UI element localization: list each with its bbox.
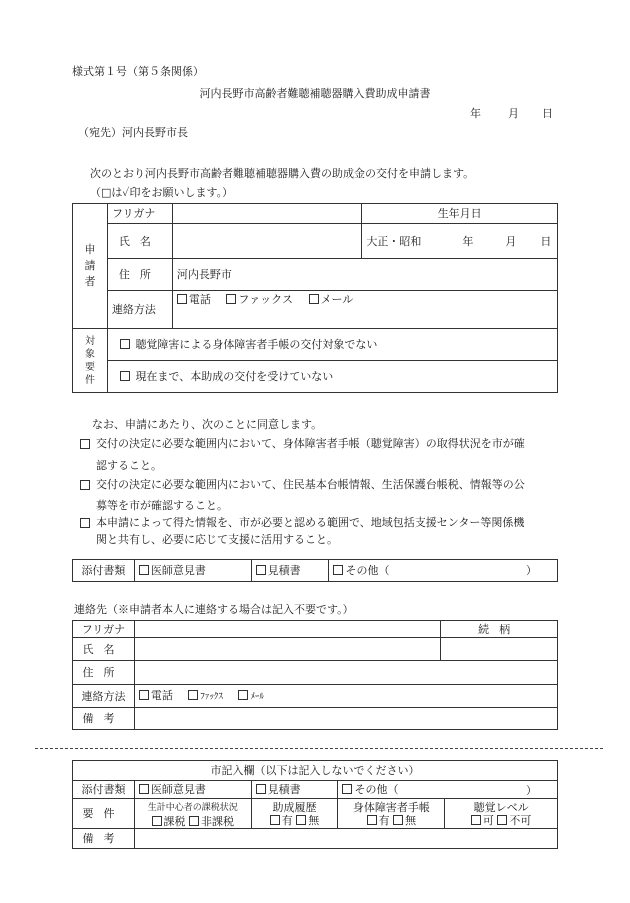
- consent-lead: なお、申請にあたり、次のことに同意します。: [92, 418, 323, 431]
- birth-year-label: 年: [462, 235, 474, 248]
- attachments-table: [72, 559, 558, 582]
- tax-option-taxed[interactable]: 課税: [152, 815, 186, 828]
- contact-address-field[interactable]: [134, 661, 557, 685]
- checkbox-icon: [393, 815, 403, 825]
- birthdate-field[interactable]: [362, 224, 558, 259]
- contact-option-phone[interactable]: 電話: [139, 689, 173, 702]
- close-paren: ）: [526, 784, 537, 797]
- checkbox-icon: [270, 815, 280, 825]
- intro-text: 次のとおり河内長野市高齢者難聴補聴器購入費の助成金の交付を申請します。: [90, 167, 475, 180]
- checkbox-icon: [120, 339, 130, 349]
- office-handbook: [338, 799, 445, 829]
- office-attachment-estimate[interactable]: 見積書: [251, 781, 338, 799]
- date-month-label: 月: [508, 107, 519, 120]
- close-paren: ）: [526, 564, 537, 577]
- attachment-option-estimate[interactable]: 見積書: [251, 560, 329, 582]
- tax-option-untaxed[interactable]: 非課税: [189, 815, 234, 828]
- office-remarks-field[interactable]: [134, 829, 557, 849]
- addressee: （宛先）河内長野市長: [78, 126, 188, 139]
- office-use-table: [72, 760, 558, 849]
- relation-field[interactable]: [441, 638, 558, 661]
- contact-name-field[interactable]: [134, 638, 440, 661]
- office-remarks-label: 備考: [73, 829, 135, 849]
- furigana-label: フリガナ: [107, 204, 172, 224]
- date-day-label: 日: [542, 107, 553, 120]
- attachment-option-other[interactable]: その他（ ）: [329, 560, 558, 582]
- hearing-level-heading: 聴覚レベル: [473, 800, 529, 814]
- checkbox-icon: [256, 565, 266, 575]
- checkbox-icon: [296, 815, 306, 825]
- office-attachments-label: 添付書類: [73, 781, 135, 799]
- consent-checkbox-3[interactable]: [80, 518, 90, 528]
- applicant-group-label: 申 請 者: [73, 204, 108, 329]
- contact-furigana-label: フリガナ: [73, 621, 135, 638]
- contact-remarks-label: 備考: [73, 708, 135, 730]
- applicant-table: [72, 203, 558, 393]
- checkbox-icon: [139, 690, 149, 700]
- checkbox-icon: [333, 565, 343, 575]
- consent-checkbox-1[interactable]: [80, 439, 90, 449]
- consent-item-2-line-1: 交付の決定に必要な範囲内において、住民基本台帳情報、生活保護台帳税、情報等の公: [96, 478, 525, 491]
- level-option-ng[interactable]: 不可: [497, 814, 531, 827]
- contact-option-email[interactable]: メール: [309, 293, 354, 306]
- office-history: [251, 799, 338, 829]
- contact-remarks-field[interactable]: [134, 708, 557, 730]
- contact-method-label: 連絡方法: [107, 291, 172, 329]
- contact-name-label: 氏名: [73, 638, 135, 661]
- birthdate-label: 生年月日: [362, 204, 558, 224]
- consent-checkbox-2[interactable]: [80, 480, 90, 490]
- handbook-option-yes[interactable]: 有: [367, 814, 390, 827]
- contact-table: [72, 620, 558, 730]
- contact-option-email[interactable]: ﾒｰﾙ: [238, 692, 264, 702]
- office-tax-status: [134, 799, 251, 829]
- checkbox-icon: [367, 815, 377, 825]
- contact-option-fax[interactable]: ファックス: [226, 293, 293, 306]
- requirements-group-label: 対 象 要 件: [73, 329, 108, 393]
- attachments-label: 添付書類: [73, 560, 135, 582]
- checkbox-icon: [177, 294, 187, 304]
- birth-era: 大正・昭和: [366, 234, 422, 248]
- checkbox-icon: [471, 815, 481, 825]
- checkbox-icon: [188, 690, 198, 700]
- contact-method-options: [134, 685, 557, 708]
- contact-option-phone[interactable]: 電話: [177, 293, 211, 306]
- checkbox-icon: [497, 815, 507, 825]
- handbook-heading: 身体障害者手帳: [352, 800, 430, 814]
- history-option-yes[interactable]: 有: [270, 814, 293, 827]
- level-option-ok[interactable]: 可: [471, 814, 494, 827]
- address-field[interactable]: 河内長野市: [172, 259, 557, 291]
- contact-section-title: 連絡先（※申請者本人に連絡する場合は記入不要です。）: [74, 603, 354, 616]
- checkbox-icon: [238, 690, 248, 700]
- office-attachment-other[interactable]: その他（ ）: [338, 781, 558, 799]
- handbook-option-no[interactable]: 無: [393, 814, 416, 827]
- history-option-no[interactable]: 無: [296, 814, 319, 827]
- name-label: 氏名: [107, 224, 172, 259]
- furigana-field[interactable]: [172, 204, 362, 224]
- relation-label: 続柄: [441, 621, 558, 638]
- office-attachment-medical[interactable]: 医師意見書: [134, 781, 251, 799]
- checkbox-icon: [120, 371, 130, 381]
- checkbox-icon: [189, 816, 199, 826]
- cut-line-divider: [35, 748, 603, 749]
- contact-method-options: [172, 291, 557, 329]
- contact-method-label: 連絡方法: [73, 685, 135, 708]
- contact-option-fax[interactable]: ﾌｧｯｸｽ: [188, 692, 223, 702]
- office-requirements-label: 要件: [73, 799, 135, 829]
- history-heading: 助成履歴: [272, 800, 317, 814]
- contact-address-label: 住所: [73, 661, 135, 685]
- consent-item-1-line-1: 交付の決定に必要な範囲内において、身体障害者手帳（聴覚障害）の取得状況を市が確: [96, 437, 525, 450]
- checkbox-icon: [342, 784, 352, 794]
- consent-item-1-line-2: 認すること。: [96, 459, 162, 472]
- birth-day-label: 日: [540, 235, 552, 248]
- requirement-item[interactable]: 現在まで、本助成の交付を受けていない: [107, 361, 557, 393]
- consent-item-2-line-2: 募等を市が確認すること。: [96, 499, 228, 512]
- checkbox-icon: [152, 816, 162, 826]
- office-hearing-level: [445, 799, 558, 829]
- form-title: 河内長野市高齢者難聴補聴器購入費助成申請書: [199, 87, 431, 100]
- requirement-item[interactable]: 聴覚障害による身体障害者手帳の交付対象でない: [107, 329, 557, 361]
- checkbox-icon: [309, 294, 319, 304]
- date-year-label: 年: [470, 107, 481, 120]
- form-number: 様式第１号（第５条関係）: [72, 65, 204, 78]
- tax-status-heading: 生計中心者の課税状況: [147, 802, 238, 813]
- name-field[interactable]: [172, 224, 362, 259]
- address-label: 住所: [107, 259, 172, 291]
- checkbox-icon: [139, 565, 149, 575]
- birth-month-label: 月: [505, 235, 517, 248]
- consent-item-3-line-2: 関と共有し、必要に応じて支援に活用すること。: [96, 533, 338, 546]
- attachment-option-medical[interactable]: 医師意見書: [134, 560, 251, 582]
- checkbox-icon: [226, 294, 236, 304]
- consent-item-3-line-1: 本申請によって得た情報を、市が必要と認める範囲で、地域包括支援センター等関係機: [96, 516, 525, 529]
- checkbox-icon: [139, 784, 149, 794]
- contact-furigana-field[interactable]: [134, 621, 440, 638]
- checkbox-icon: [256, 784, 266, 794]
- checkbox-instruction: （□は✓印をお願いします。）: [90, 186, 234, 199]
- office-use-title: 市記入欄（以下は記入しないでください）: [73, 761, 558, 781]
